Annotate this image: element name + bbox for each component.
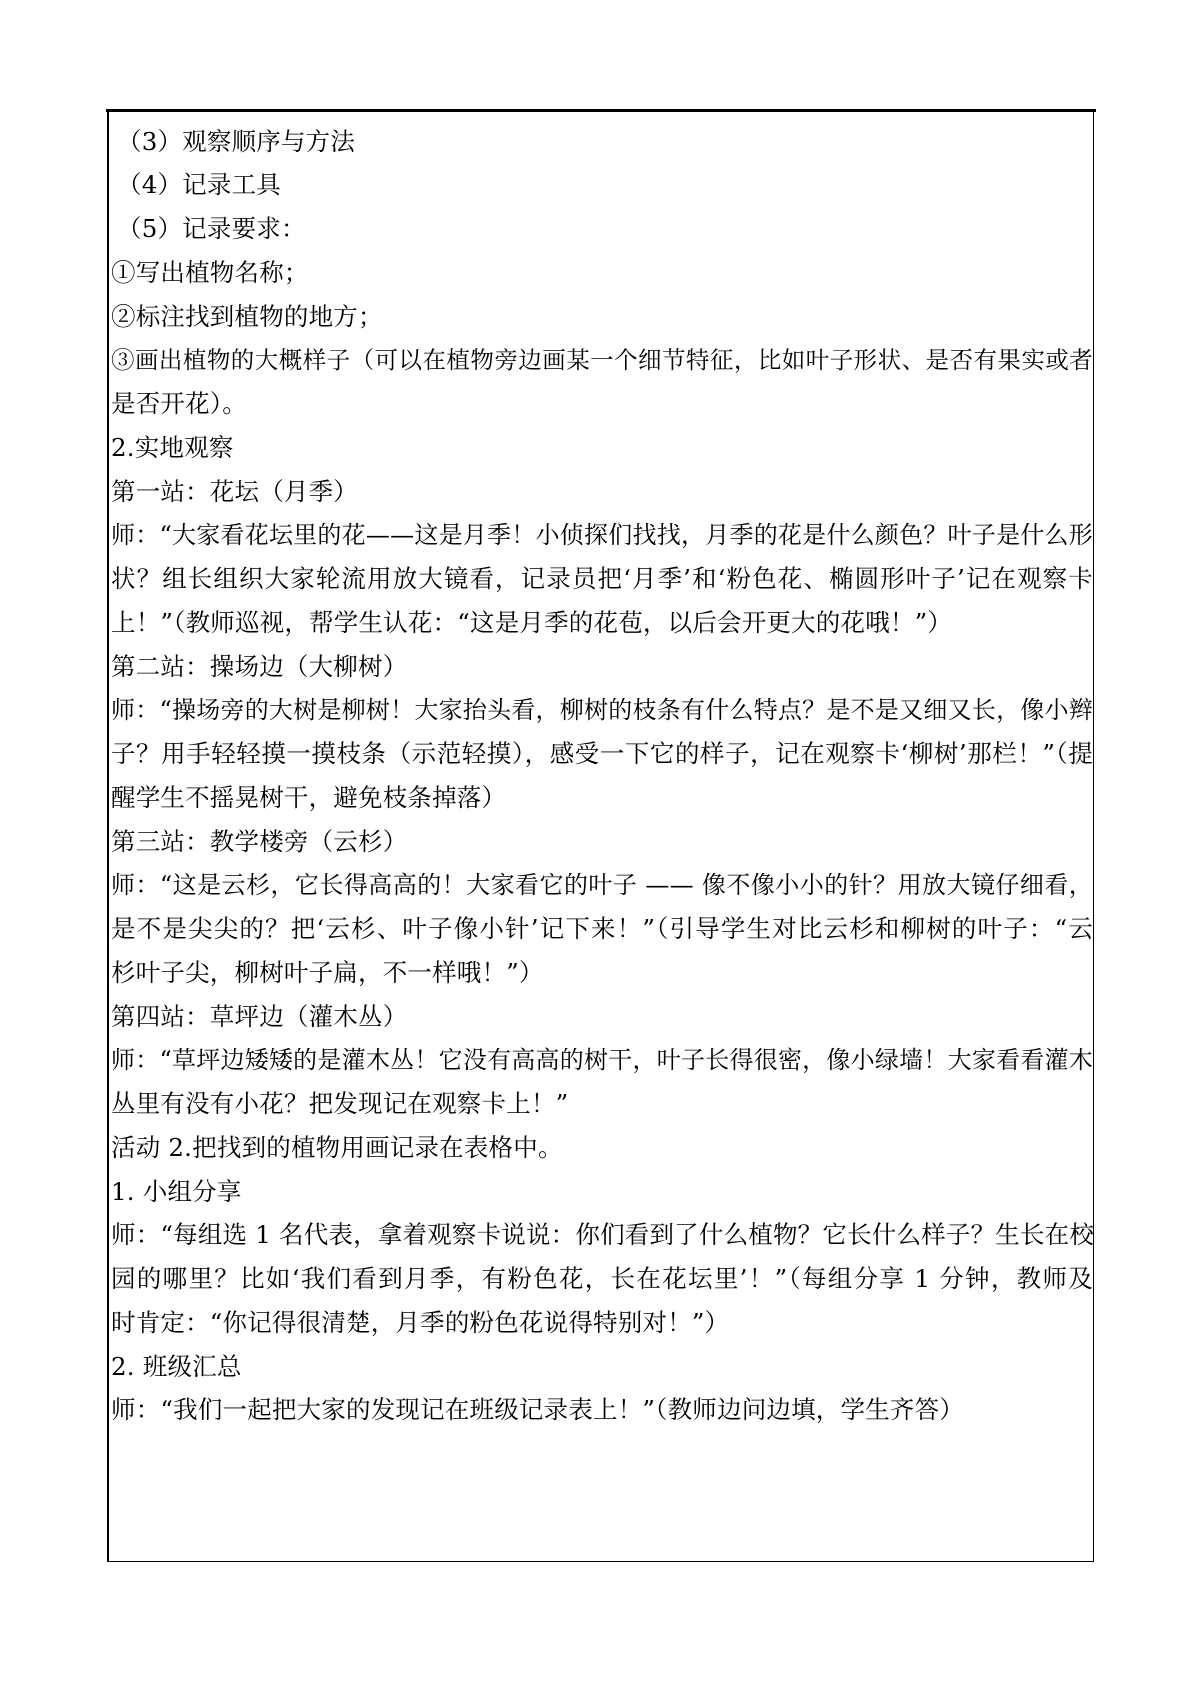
text-line: 第一站：花坛（月季） — [111, 477, 358, 506]
text-line: ①写出植物名称； — [111, 258, 309, 287]
text-line: 园的哪里？比如‘我们看到月季，有粉色花，长在花坛里’！”（每组分享 1 分钟，教师及 — [111, 1264, 1093, 1293]
text-line: （5）记录要求： — [117, 214, 306, 243]
text-line: 子？用手轻轻摸一摸枝条（示范轻摸），感受一下它的样子，记在观察卡‘柳树’那栏！”（提 — [111, 739, 1093, 768]
text-line: 第二站：操场边（大柳树） — [111, 652, 408, 681]
text-line: 师：“这是云杉，它长得高高的！大家看它的叶子 —— 像不像小小的针？用放大镜仔细看， — [111, 871, 1093, 899]
text-line: 时肯定：“你记得很清楚，月季的粉色花说得特别对！”） — [111, 1308, 730, 1337]
text-line: 活动 2.把找到的植物用画记录在表格中。 — [111, 1133, 563, 1162]
text-line: ③画出植物的大概样子（可以在植物旁边画某一个细节特征，比如叶子形状、是否有果实或者 — [111, 346, 1093, 374]
text-line: 师：“每组选 1 名代表，拿着观察卡说说：你们看到了什么植物？它长什么样子？生长在校 — [111, 1220, 1095, 1249]
text-line: 状？组长组织大家轮流用放大镜看，记录员把‘月季’和‘粉色花、椭圆形叶子’记在观察卡 — [111, 564, 1093, 593]
text-line: 2. 班级汇总 — [111, 1352, 242, 1381]
text-line: 2.实地观察 — [111, 433, 234, 462]
text-line: 是否开花）。 — [111, 389, 247, 418]
text-line: 师：“操场旁的大树是柳树！大家抬头看，柳树的枝条有什么特点？是不是又细又长，像小辫 — [111, 696, 1093, 724]
text-line: 第三站：教学楼旁（云杉） — [111, 827, 408, 856]
text-line: 第四站：草坪边（灌木丛） — [111, 1002, 408, 1031]
text-line: 丛里有没有小花？把发现记在观察卡上！” — [111, 1089, 569, 1118]
text-line: 1. 小组分享 — [111, 1177, 242, 1206]
text-line: 师：“我们一起把大家的发现记在班级记录表上！”（教师边问边填，学生齐答） — [111, 1395, 964, 1424]
text-line: 醒学生不摇晃树干，避免枝条掉落） — [111, 783, 507, 812]
text-line: ②标注找到植物的地方； — [111, 302, 383, 331]
text-line: （4）记录工具 — [117, 170, 281, 199]
text-line: 是不是尖尖的？把‘云杉、叶子像小针’记下来！”（引导学生对比云杉和柳树的叶子：“云 — [111, 914, 1093, 943]
text-line: （3）观察顺序与方法 — [117, 127, 356, 156]
text-line: 上！”（教师巡视，帮学生认花：“这是月季的花苞，以后会开更大的花哦！”） — [111, 608, 953, 637]
text-line: 师：“大家看花坛里的花——这是月季！小侦探们找找，月季的花是什么颜色？叶子是什么形 — [111, 521, 1093, 549]
text-line: 师：“草坪边矮矮的是灌木丛！它没有高高的树干，叶子长得很密，像小绿墙！大家看看灌木 — [111, 1046, 1093, 1074]
text-line: 杉叶子尖，柳树叶子扁，不一样哦！”） — [111, 958, 544, 987]
